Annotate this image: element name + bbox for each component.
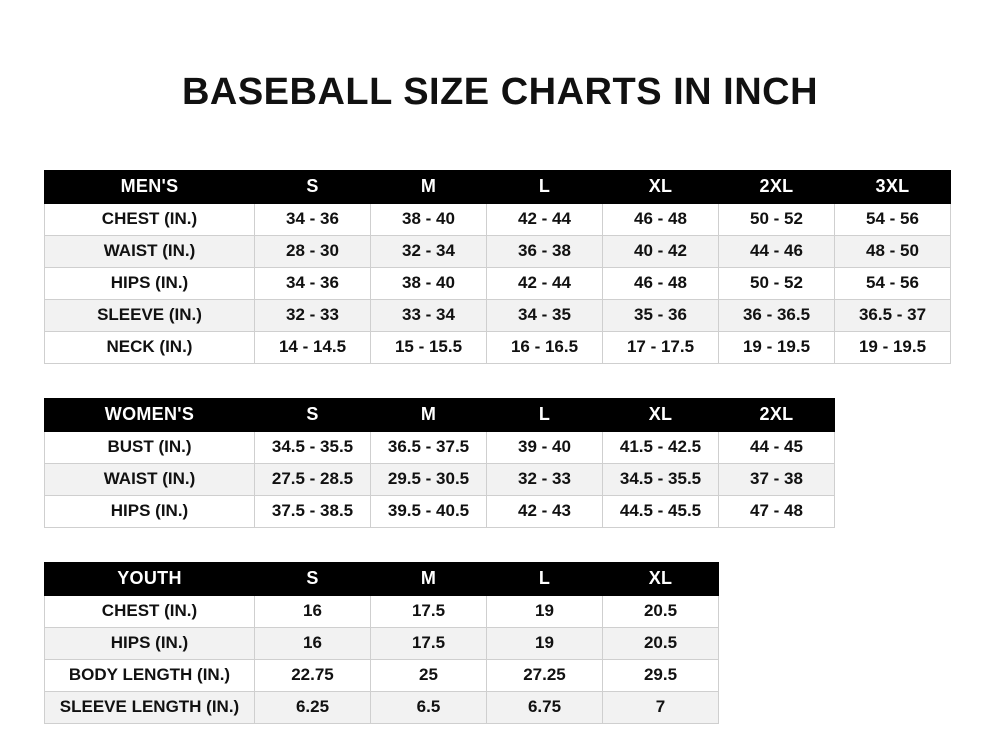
table-row <box>45 331 951 363</box>
cell: 27.5 - 28.5 <box>255 463 371 495</box>
cell: 16 - 16.5 <box>487 331 603 363</box>
cell: 6.25 <box>255 691 371 723</box>
cell: 35 - 36 <box>603 299 719 331</box>
cell: 54 - 56 <box>835 267 951 299</box>
column-header-s: S <box>255 170 371 203</box>
cell: 48 - 50 <box>835 235 951 267</box>
mens-size-table <box>44 170 951 364</box>
cell: 37.5 - 38.5 <box>255 495 371 527</box>
column-header-m: M <box>371 170 487 203</box>
cell: 28 - 30 <box>255 235 371 267</box>
cell: 36 - 38 <box>487 235 603 267</box>
cell: 14 - 14.5 <box>255 331 371 363</box>
column-header-l: L <box>487 398 603 431</box>
column-header-2xl: 2XL <box>719 170 835 203</box>
cell: 6.5 <box>371 691 487 723</box>
cell: 50 - 52 <box>719 203 835 235</box>
table-header-row <box>45 562 719 595</box>
table-row <box>45 691 719 723</box>
cell: 44 - 46 <box>719 235 835 267</box>
cell: 46 - 48 <box>603 267 719 299</box>
cell: 22.75 <box>255 659 371 691</box>
column-header-s: S <box>255 398 371 431</box>
cell: 16 <box>255 627 371 659</box>
column-header-l: L <box>487 562 603 595</box>
column-header-xl: XL <box>603 398 719 431</box>
cell: 29.5 - 30.5 <box>371 463 487 495</box>
cell: 36.5 - 37.5 <box>371 431 487 463</box>
cell: 19 - 19.5 <box>835 331 951 363</box>
cell: 42 - 43 <box>487 495 603 527</box>
table-row <box>45 495 835 527</box>
row-label: SLEEVE LENGTH (IN.) <box>45 691 255 723</box>
cell: 32 - 33 <box>487 463 603 495</box>
cell: 32 - 34 <box>371 235 487 267</box>
cell: 27.25 <box>487 659 603 691</box>
cell: 33 - 34 <box>371 299 487 331</box>
row-label: CHEST (IN.) <box>45 595 255 627</box>
cell: 17.5 <box>371 595 487 627</box>
cell: 16 <box>255 595 371 627</box>
column-header-xl: XL <box>603 170 719 203</box>
cell: 42 - 44 <box>487 267 603 299</box>
table-header-row <box>45 170 951 203</box>
row-label: BUST (IN.) <box>45 431 255 463</box>
cell: 44 - 45 <box>719 431 835 463</box>
row-label: WAIST (IN.) <box>45 235 255 267</box>
cell: 42 - 44 <box>487 203 603 235</box>
womens-size-table <box>44 398 835 528</box>
cell: 54 - 56 <box>835 203 951 235</box>
cell: 44.5 - 45.5 <box>603 495 719 527</box>
cell: 41.5 - 42.5 <box>603 431 719 463</box>
cell: 17 - 17.5 <box>603 331 719 363</box>
cell: 39 - 40 <box>487 431 603 463</box>
row-label: HIPS (IN.) <box>45 495 255 527</box>
column-header-l: L <box>487 170 603 203</box>
cell: 50 - 52 <box>719 267 835 299</box>
table-row <box>45 267 951 299</box>
column-header-m: M <box>371 562 487 595</box>
cell: 34.5 - 35.5 <box>603 463 719 495</box>
cell: 6.75 <box>487 691 603 723</box>
cell: 34 - 36 <box>255 203 371 235</box>
table-row <box>45 627 719 659</box>
table-row <box>45 203 951 235</box>
youth-size-table <box>44 562 719 724</box>
cell: 36 - 36.5 <box>719 299 835 331</box>
cell: 40 - 42 <box>603 235 719 267</box>
cell: 32 - 33 <box>255 299 371 331</box>
column-header-m: M <box>371 398 487 431</box>
row-label: SLEEVE (IN.) <box>45 299 255 331</box>
cell: 47 - 48 <box>719 495 835 527</box>
cell: 20.5 <box>603 627 719 659</box>
column-header-category: WOMEN'S <box>45 398 255 431</box>
table-row <box>45 595 719 627</box>
column-header-category: YOUTH <box>45 562 255 595</box>
cell: 34 - 36 <box>255 267 371 299</box>
page-title: BASEBALL SIZE CHARTS IN INCH <box>181 71 819 113</box>
cell: 46 - 48 <box>603 203 719 235</box>
table-row <box>45 463 835 495</box>
column-header-category: MEN'S <box>45 170 255 203</box>
cell: 34.5 - 35.5 <box>255 431 371 463</box>
table-row <box>45 235 951 267</box>
column-header-3xl: 3XL <box>835 170 951 203</box>
table-row <box>45 659 719 691</box>
cell: 19 <box>487 627 603 659</box>
cell: 17.5 <box>371 627 487 659</box>
cell: 38 - 40 <box>371 267 487 299</box>
cell: 15 - 15.5 <box>371 331 487 363</box>
row-label: NECK (IN.) <box>45 331 255 363</box>
cell: 36.5 - 37 <box>835 299 951 331</box>
cell: 20.5 <box>603 595 719 627</box>
size-charts-container <box>0 114 1000 724</box>
cell: 38 - 40 <box>371 203 487 235</box>
table-row <box>45 431 835 463</box>
row-label: BODY LENGTH (IN.) <box>45 659 255 691</box>
cell: 25 <box>371 659 487 691</box>
column-header-xl: XL <box>603 562 719 595</box>
row-label: WAIST (IN.) <box>45 463 255 495</box>
table-header-row <box>45 398 835 431</box>
cell: 7 <box>603 691 719 723</box>
cell: 39.5 - 40.5 <box>371 495 487 527</box>
cell: 29.5 <box>603 659 719 691</box>
table-row <box>45 299 951 331</box>
cell: 37 - 38 <box>719 463 835 495</box>
cell: 19 <box>487 595 603 627</box>
row-label: HIPS (IN.) <box>45 267 255 299</box>
cell: 34 - 35 <box>487 299 603 331</box>
row-label: HIPS (IN.) <box>45 627 255 659</box>
column-header-s: S <box>255 562 371 595</box>
column-header-2xl: 2XL <box>719 398 835 431</box>
cell: 19 - 19.5 <box>719 331 835 363</box>
row-label: CHEST (IN.) <box>45 203 255 235</box>
